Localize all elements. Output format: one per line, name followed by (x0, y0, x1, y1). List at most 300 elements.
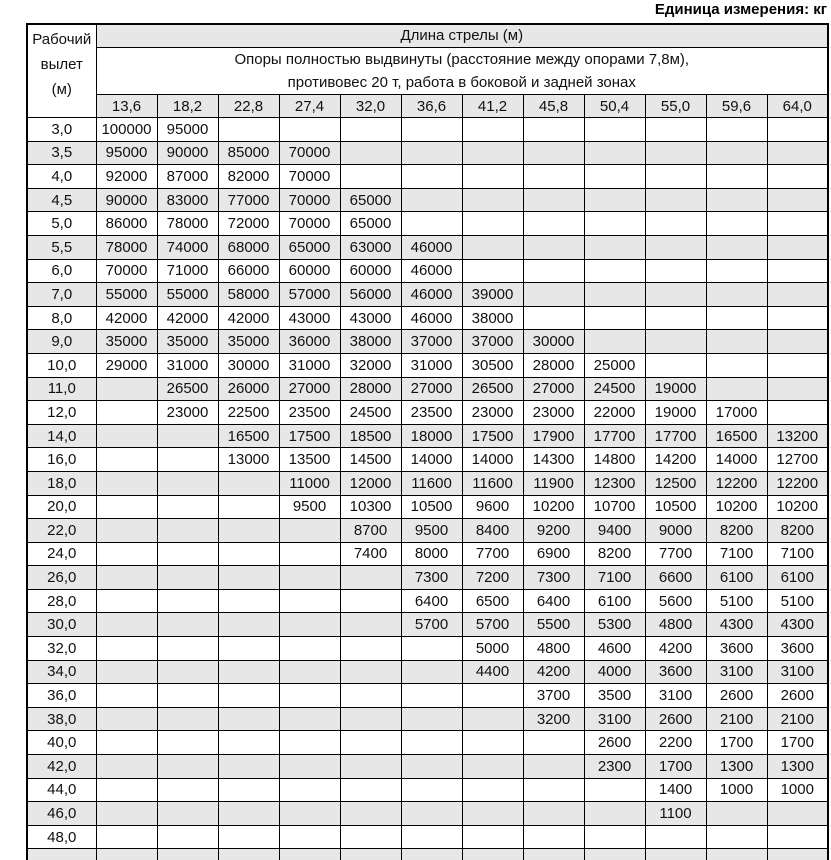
load-cell (523, 141, 584, 165)
load-cell: 32000 (340, 353, 401, 377)
load-row (27, 448, 828, 472)
load-cell: 27000 (279, 377, 340, 401)
load-cell (279, 613, 340, 637)
load-cell (584, 118, 645, 142)
load-cell (157, 424, 218, 448)
load-cell (157, 566, 218, 590)
load-cell: 9500 (279, 495, 340, 519)
radius-header-line1: Рабочий (32, 31, 92, 48)
load-cell: 10500 (645, 495, 706, 519)
load-cell: 92000 (96, 165, 157, 189)
load-cell: 4800 (645, 613, 706, 637)
load-cell (340, 825, 401, 849)
radius-cell: 28,0 (27, 589, 96, 613)
load-cell: 13500 (279, 448, 340, 472)
load-cell (279, 118, 340, 142)
load-cell: 3200 (523, 707, 584, 731)
load-cell (401, 731, 462, 755)
load-cell: 78000 (157, 212, 218, 236)
load-cell: 7100 (584, 566, 645, 590)
load-cell (157, 802, 218, 826)
load-cell: 2300 (584, 755, 645, 779)
load-row (27, 613, 828, 637)
load-cell: 60000 (279, 259, 340, 283)
load-cell: 31000 (157, 353, 218, 377)
load-cell (96, 637, 157, 661)
load-cell (96, 377, 157, 401)
load-cell: 4400 (462, 660, 523, 684)
load-cell (218, 542, 279, 566)
load-cell (706, 235, 767, 259)
load-cell (218, 825, 279, 849)
load-cell: 60000 (340, 259, 401, 283)
load-cell (279, 849, 340, 860)
radius-cell (27, 849, 96, 860)
load-cell: 17500 (462, 424, 523, 448)
load-cell (96, 849, 157, 860)
load-cell (279, 519, 340, 543)
load-cell (96, 707, 157, 731)
load-cell (401, 118, 462, 142)
load-cell: 23000 (462, 401, 523, 425)
load-row (27, 188, 828, 212)
load-row (27, 707, 828, 731)
radius-cell: 12,0 (27, 401, 96, 425)
load-cell (767, 212, 828, 236)
boom-length-header-cell: 32,0 (340, 95, 401, 118)
load-cell (462, 118, 523, 142)
load-cell (157, 519, 218, 543)
load-cell: 4800 (523, 637, 584, 661)
load-cell (462, 755, 523, 779)
load-cell (218, 589, 279, 613)
load-cell: 8400 (462, 519, 523, 543)
load-cell (462, 235, 523, 259)
load-cell: 3600 (767, 637, 828, 661)
load-row (27, 684, 828, 708)
load-cell (462, 259, 523, 283)
load-cell (157, 542, 218, 566)
load-cell (462, 165, 523, 189)
load-cell (218, 778, 279, 802)
load-cell: 10200 (767, 495, 828, 519)
load-cell: 14800 (584, 448, 645, 472)
load-cell (645, 353, 706, 377)
load-cell (523, 235, 584, 259)
load-cell: 22500 (218, 401, 279, 425)
radius-cell: 26,0 (27, 566, 96, 590)
load-cell: 28000 (340, 377, 401, 401)
load-cell (279, 542, 340, 566)
load-cell (279, 731, 340, 755)
load-cell (767, 353, 828, 377)
load-row (27, 825, 828, 849)
load-cell: 39000 (462, 283, 523, 307)
load-cell: 4200 (645, 637, 706, 661)
load-cell (523, 849, 584, 860)
load-cell: 3100 (584, 707, 645, 731)
load-cell (401, 707, 462, 731)
load-cell: 3600 (645, 660, 706, 684)
boom-length-header-cell: 36,6 (401, 95, 462, 118)
load-cell (157, 660, 218, 684)
load-cell: 17000 (706, 401, 767, 425)
load-cell: 13000 (218, 448, 279, 472)
load-row (27, 542, 828, 566)
load-cell (96, 401, 157, 425)
radius-cell: 8,0 (27, 306, 96, 330)
load-cell (523, 778, 584, 802)
load-cell (584, 165, 645, 189)
load-cell (279, 660, 340, 684)
load-cell (401, 802, 462, 826)
load-cell: 31000 (401, 353, 462, 377)
load-row (27, 660, 828, 684)
load-cell (340, 118, 401, 142)
load-cell: 4300 (767, 613, 828, 637)
load-cell (218, 471, 279, 495)
load-row (27, 401, 828, 425)
boom-lengths-row (27, 95, 828, 118)
load-cell (218, 118, 279, 142)
load-cell (767, 401, 828, 425)
load-cell: 11000 (279, 471, 340, 495)
load-cell: 70000 (279, 165, 340, 189)
load-cell (96, 542, 157, 566)
load-cell: 3100 (645, 684, 706, 708)
load-cell: 2600 (767, 684, 828, 708)
load-cell: 8200 (584, 542, 645, 566)
load-cell (706, 118, 767, 142)
load-cell (645, 259, 706, 283)
load-cell: 2600 (584, 731, 645, 755)
conditions-row (27, 48, 828, 95)
load-cell: 46000 (401, 235, 462, 259)
radius-cell: 6,0 (27, 259, 96, 283)
load-cell: 7100 (706, 542, 767, 566)
unit-label: Единица измерения: кг (654, 1, 827, 18)
load-cell: 12300 (584, 471, 645, 495)
load-cell (523, 283, 584, 307)
load-cell (645, 141, 706, 165)
load-cell (462, 849, 523, 860)
load-cell (218, 566, 279, 590)
load-cell (401, 141, 462, 165)
load-cell: 14300 (523, 448, 584, 472)
load-row (27, 330, 828, 354)
load-cell (96, 613, 157, 637)
radius-header-line2: вылет (40, 56, 83, 73)
radius-cell: 7,0 (27, 283, 96, 307)
boom-length-header: Длина стрелы (м) (96, 24, 828, 48)
load-cell: 1700 (645, 755, 706, 779)
load-cell: 7400 (340, 542, 401, 566)
load-cell: 65000 (340, 188, 401, 212)
load-cell (157, 684, 218, 708)
load-cell (767, 330, 828, 354)
load-cell: 26500 (462, 377, 523, 401)
load-cell (706, 141, 767, 165)
load-cell (340, 613, 401, 637)
radius-column-header (27, 24, 96, 118)
load-cell: 31000 (279, 353, 340, 377)
load-row (27, 424, 828, 448)
load-cell: 42000 (96, 306, 157, 330)
load-cell (523, 755, 584, 779)
load-cell (340, 165, 401, 189)
load-cell: 3600 (706, 637, 767, 661)
load-cell: 1400 (645, 778, 706, 802)
load-cell: 35000 (218, 330, 279, 354)
load-cell: 2100 (767, 707, 828, 731)
load-row (27, 118, 828, 142)
load-cell (218, 849, 279, 860)
load-cell (157, 613, 218, 637)
load-cell (340, 707, 401, 731)
load-cell (218, 613, 279, 637)
load-cell: 9000 (645, 519, 706, 543)
load-cell (462, 731, 523, 755)
load-cell (645, 165, 706, 189)
load-cell (523, 188, 584, 212)
load-cell (584, 306, 645, 330)
load-cell (96, 589, 157, 613)
cut-off-row (27, 849, 828, 860)
load-cell (279, 589, 340, 613)
load-cell: 14200 (645, 448, 706, 472)
load-cell (462, 778, 523, 802)
load-cell: 6600 (645, 566, 706, 590)
load-cell (706, 283, 767, 307)
load-cell: 23500 (279, 401, 340, 425)
load-cell: 37000 (462, 330, 523, 354)
load-cell (218, 495, 279, 519)
load-cell (401, 165, 462, 189)
load-cell: 10700 (584, 495, 645, 519)
boom-length-header-cell: 55,0 (645, 95, 706, 118)
load-cell: 12200 (706, 471, 767, 495)
load-cell: 11900 (523, 471, 584, 495)
load-cell: 17700 (645, 424, 706, 448)
load-cell (157, 495, 218, 519)
load-cell: 6100 (767, 566, 828, 590)
load-cell: 5600 (645, 589, 706, 613)
load-row (27, 377, 828, 401)
load-cell: 10200 (706, 495, 767, 519)
load-cell: 29000 (96, 353, 157, 377)
load-row (27, 165, 828, 189)
load-cell (401, 825, 462, 849)
load-cell: 46000 (401, 306, 462, 330)
load-cell (157, 637, 218, 661)
load-cell: 1100 (645, 802, 706, 826)
load-cell (645, 118, 706, 142)
load-cell (157, 825, 218, 849)
load-cell: 6100 (706, 566, 767, 590)
load-cell (645, 235, 706, 259)
load-cell: 11600 (401, 471, 462, 495)
radius-cell: 4,5 (27, 188, 96, 212)
boom-length-header-cell: 18,2 (157, 95, 218, 118)
load-cell: 95000 (96, 141, 157, 165)
load-cell: 7300 (523, 566, 584, 590)
load-cell (340, 589, 401, 613)
radius-cell: 5,0 (27, 212, 96, 236)
load-cell (96, 778, 157, 802)
load-table-body (27, 118, 828, 860)
load-cell (157, 707, 218, 731)
load-cell: 26000 (218, 377, 279, 401)
load-cell (96, 825, 157, 849)
load-row (27, 141, 828, 165)
load-cell (96, 519, 157, 543)
load-cell (523, 165, 584, 189)
load-cell (584, 141, 645, 165)
load-cell (706, 825, 767, 849)
load-row (27, 212, 828, 236)
load-cell (645, 283, 706, 307)
load-cell (462, 684, 523, 708)
load-cell (279, 755, 340, 779)
load-cell: 30000 (218, 353, 279, 377)
load-cell: 14000 (401, 448, 462, 472)
load-cell: 36000 (279, 330, 340, 354)
load-cell (218, 519, 279, 543)
load-cell (401, 755, 462, 779)
load-cell: 23000 (523, 401, 584, 425)
load-cell: 5500 (523, 613, 584, 637)
load-cell (645, 825, 706, 849)
load-cell (279, 802, 340, 826)
load-row (27, 519, 828, 543)
load-cell (523, 731, 584, 755)
load-cell (218, 684, 279, 708)
load-cell (96, 755, 157, 779)
load-cell (767, 235, 828, 259)
load-cell (401, 212, 462, 236)
load-cell (340, 755, 401, 779)
load-cell: 5100 (767, 589, 828, 613)
radius-cell: 10,0 (27, 353, 96, 377)
load-cell (706, 259, 767, 283)
load-cell: 42000 (218, 306, 279, 330)
load-row (27, 589, 828, 613)
load-cell (279, 566, 340, 590)
load-cell (584, 283, 645, 307)
boom-header-row (27, 24, 828, 48)
radius-cell: 4,0 (27, 165, 96, 189)
load-cell (645, 188, 706, 212)
load-cell: 2600 (706, 684, 767, 708)
load-cell: 19000 (645, 401, 706, 425)
load-cell (218, 637, 279, 661)
radius-cell: 48,0 (27, 825, 96, 849)
load-cell: 72000 (218, 212, 279, 236)
load-cell (523, 306, 584, 330)
load-cell (401, 849, 462, 860)
load-cell: 23000 (157, 401, 218, 425)
load-cell (96, 448, 157, 472)
radius-cell: 24,0 (27, 542, 96, 566)
boom-length-header-cell: 22,8 (218, 95, 279, 118)
load-cell: 90000 (96, 188, 157, 212)
load-cell: 18000 (401, 424, 462, 448)
load-cell: 7300 (401, 566, 462, 590)
load-cell (279, 684, 340, 708)
load-chart-table (26, 23, 829, 860)
load-cell (279, 637, 340, 661)
load-cell (767, 802, 828, 826)
load-row (27, 566, 828, 590)
load-cell: 46000 (401, 283, 462, 307)
load-cell (523, 118, 584, 142)
load-cell (340, 684, 401, 708)
load-cell (523, 212, 584, 236)
load-cell: 2100 (706, 707, 767, 731)
load-cell: 2600 (645, 707, 706, 731)
load-cell: 65000 (340, 212, 401, 236)
load-cell (767, 118, 828, 142)
radius-cell: 34,0 (27, 660, 96, 684)
load-cell (767, 165, 828, 189)
load-row (27, 471, 828, 495)
boom-length-header-cell: 27,4 (279, 95, 340, 118)
load-cell: 68000 (218, 235, 279, 259)
load-row (27, 235, 828, 259)
load-cell: 12500 (645, 471, 706, 495)
radius-cell: 20,0 (27, 495, 96, 519)
load-cell: 77000 (218, 188, 279, 212)
load-cell: 6100 (584, 589, 645, 613)
load-cell (462, 802, 523, 826)
load-cell (523, 259, 584, 283)
load-cell (462, 825, 523, 849)
load-cell: 7700 (645, 542, 706, 566)
load-cell: 78000 (96, 235, 157, 259)
radius-cell: 16,0 (27, 448, 96, 472)
load-cell: 16500 (218, 424, 279, 448)
load-cell: 3100 (706, 660, 767, 684)
radius-cell: 38,0 (27, 707, 96, 731)
load-cell (523, 802, 584, 826)
load-cell: 12700 (767, 448, 828, 472)
load-cell: 14000 (706, 448, 767, 472)
load-cell (645, 330, 706, 354)
load-cell (706, 849, 767, 860)
boom-length-header-cell: 41,2 (462, 95, 523, 118)
load-cell (96, 495, 157, 519)
load-row (27, 637, 828, 661)
load-cell (584, 188, 645, 212)
load-cell: 43000 (340, 306, 401, 330)
load-cell: 55000 (96, 283, 157, 307)
load-cell (462, 141, 523, 165)
load-cell (157, 589, 218, 613)
load-cell (645, 306, 706, 330)
radius-cell: 36,0 (27, 684, 96, 708)
load-cell: 83000 (157, 188, 218, 212)
load-cell (584, 849, 645, 860)
radius-cell: 3,0 (27, 118, 96, 142)
load-cell (462, 707, 523, 731)
load-cell: 65000 (279, 235, 340, 259)
load-cell (767, 849, 828, 860)
load-cell: 70000 (279, 188, 340, 212)
load-cell (706, 377, 767, 401)
load-cell: 6400 (401, 589, 462, 613)
load-cell: 5700 (462, 613, 523, 637)
load-cell (706, 802, 767, 826)
